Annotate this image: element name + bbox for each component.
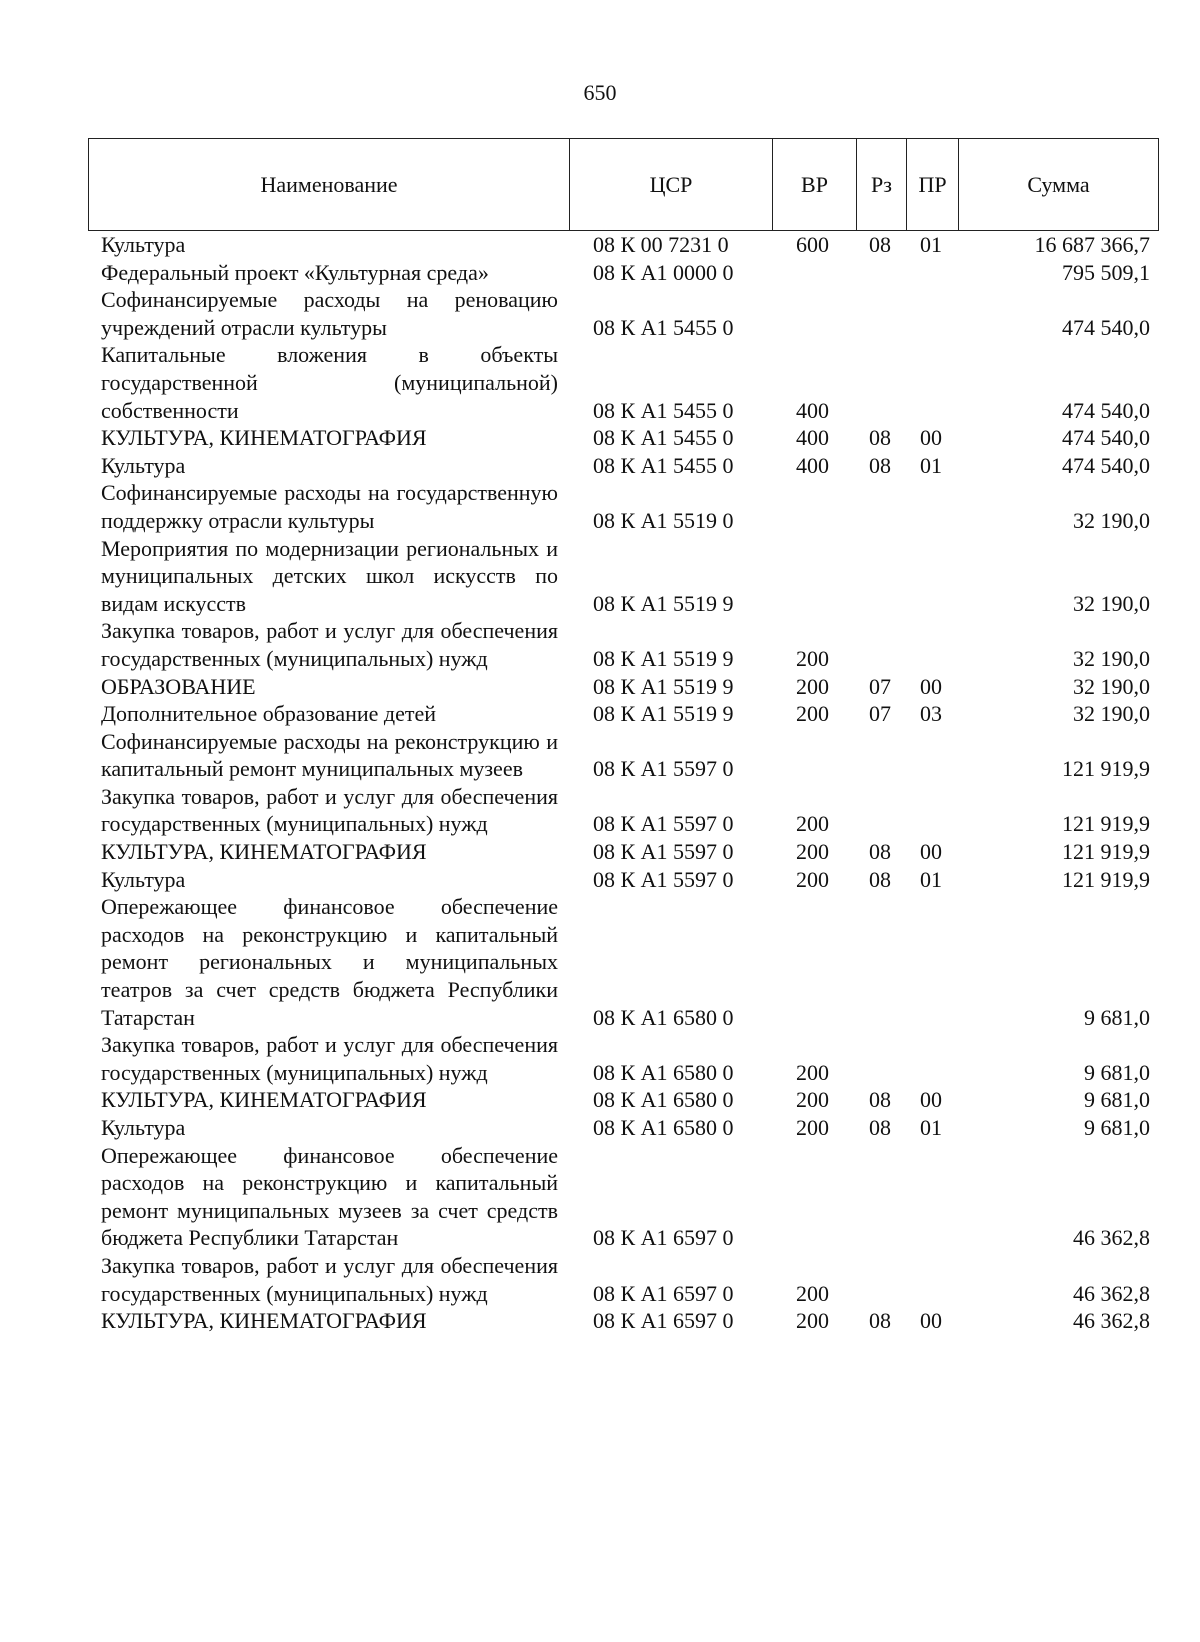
row-sum: 121 919,9 [1062,839,1150,865]
row-csr: 08 К А1 6580 0 [593,1004,734,1030]
table-row [0,1307,1200,1335]
table-row [0,1252,1200,1307]
row-sum: 46 362,8 [1073,1225,1150,1251]
row-rz: 08 [869,425,891,451]
table-header [88,138,1159,231]
row-rz: 07 [869,673,891,699]
row-csr: 08 К А1 5455 0 [593,314,734,340]
row-name: Капитальные вложения в объекты государственной (муниципальной) собственности [101,342,558,423]
row-name: Закупка товаров, работ и услуг для обеспечения государственных (муниципальных) нужд [101,618,558,671]
row-name: Культура [101,232,186,257]
row-csr: 08 К А1 5597 0 [593,866,734,892]
row-csr: 08 К А1 5519 9 [593,673,734,699]
table-row [0,341,1200,424]
row-name: Культура [101,452,186,478]
header-pr: ПР [907,139,959,230]
row-vr: 200 [796,866,829,892]
row-sum: 474 540,0 [1062,397,1150,423]
table-row [0,728,1200,783]
row-pr: 03 [920,701,942,727]
row-csr: 08 К А1 6597 0 [593,1225,734,1251]
row-vr: 200 [796,1308,829,1334]
table-row [0,452,1200,480]
row-sum: 32 190,0 [1073,701,1150,727]
row-vr: 200 [796,673,829,699]
table-row [0,700,1200,728]
table-row [0,617,1200,672]
table-row [0,231,1200,259]
table-row [0,783,1200,838]
header-csr: ЦСР [570,139,773,230]
row-name: Закупка товаров, работ и услуг для обеспечения государственных (муниципальных) нужд [101,1252,558,1306]
row-pr: 00 [920,673,942,699]
table-row [0,259,1200,287]
table-row [0,1142,1200,1252]
header-name: Наименование [89,139,570,230]
row-vr: 600 [796,232,829,257]
row-name: Софинансируемые расходы на реновацию учреждений отрасли культуры [101,287,558,340]
row-rz: 08 [869,232,891,257]
table-row [0,838,1200,866]
row-name: КУЛЬТУРА, КИНЕМАТОГРАФИЯ [101,425,427,451]
row-rz: 08 [869,452,891,478]
row-sum: 9 681,0 [1084,1087,1150,1113]
table-row [0,673,1200,701]
row-pr: 00 [920,425,942,451]
row-sum: 32 190,0 [1073,507,1150,533]
row-csr: 08 К А1 5519 9 [593,645,734,671]
row-sum: 121 919,9 [1062,756,1150,782]
row-sum: 474 540,0 [1062,314,1150,340]
row-csr: 08 К А1 0000 0 [593,259,734,285]
row-csr: 08 К А1 5519 9 [593,701,734,727]
row-name: Софинансируемые расходы на государственную поддержку отрасли культуры [101,480,558,533]
row-csr: 08 К А1 6597 0 [593,1280,734,1306]
row-name: Дополнительное образование детей [101,701,437,727]
row-vr: 200 [796,839,829,865]
header-vr: ВР [773,139,857,230]
row-csr: 08 К А1 5455 0 [593,425,734,451]
row-sum: 474 540,0 [1062,425,1150,451]
row-pr: 00 [920,839,942,865]
row-name: Культура [101,1115,186,1140]
row-sum: 795 509,1 [1062,259,1150,285]
row-vr: 200 [796,645,829,671]
row-csr: 08 К А1 6597 0 [593,1308,734,1334]
row-pr: 01 [920,232,942,257]
row-pr: 01 [920,452,942,478]
row-name: КУЛЬТУРА, КИНЕМАТОГРАФИЯ [101,839,427,865]
row-vr: 200 [796,701,829,727]
row-sum: 46 362,8 [1073,1280,1150,1306]
row-sum: 32 190,0 [1073,645,1150,671]
row-csr: 08 К А1 5519 0 [593,507,734,533]
table-row [0,1114,1200,1142]
row-name: Закупка товаров, работ и услуг для обеспечения государственных (муниципальных) нужд [101,1032,558,1085]
table-row [0,535,1200,618]
row-vr: 400 [796,397,829,423]
row-sum: 9 681,0 [1084,1004,1150,1030]
row-name: Опережающее финансовое обеспечение расходов на реконструкцию и капитальный ремонт региональных и муниципальных театров за счет средств бюджета Республики Татарстан [101,894,558,1030]
row-rz: 08 [869,1115,891,1140]
row-pr: 01 [920,866,942,892]
table-row [0,424,1200,452]
row-csr: 08 К А1 5597 0 [593,756,734,782]
row-rz: 08 [869,1087,891,1113]
row-vr: 400 [796,452,829,478]
row-name: Закупка товаров, работ и услуг для обеспечения государственных (муниципальных) нужд [101,783,558,837]
row-name: КУЛЬТУРА, КИНЕМАТОГРАФИЯ [101,1087,427,1113]
row-vr: 400 [796,425,829,451]
row-csr: 08 К А1 6580 0 [593,1115,734,1140]
table-row [0,286,1200,341]
row-sum: 121 919,9 [1062,811,1150,837]
table-row [0,479,1200,534]
row-pr: 00 [920,1308,942,1334]
row-name: ОБРАЗОВАНИЕ [101,673,256,699]
row-csr: 08 К А1 5597 0 [593,811,734,837]
row-vr: 200 [796,811,829,837]
row-csr: 08 К А1 5455 0 [593,452,734,478]
row-vr: 200 [796,1059,829,1085]
row-csr: 08 К 00 7231 0 [593,232,729,257]
table-row [0,866,1200,894]
row-csr: 08 К А1 5455 0 [593,397,734,423]
row-sum: 32 190,0 [1073,673,1150,699]
row-sum: 32 190,0 [1073,590,1150,616]
row-name: Мероприятия по модернизации региональных и муниципальных детских школ искусств по видам искусств [101,535,558,616]
row-rz: 08 [869,839,891,865]
row-sum: 9 681,0 [1084,1115,1150,1140]
row-rz: 08 [869,866,891,892]
page-number: 650 [583,80,617,105]
header-rz: Рз [857,139,907,230]
row-name: КУЛЬТУРА, КИНЕМАТОГРАФИЯ [101,1308,427,1334]
row-vr: 200 [796,1087,829,1113]
row-rz: 08 [869,1308,891,1334]
row-sum: 121 919,9 [1062,866,1150,892]
row-csr: 08 К А1 6580 0 [593,1087,734,1113]
row-sum: 474 540,0 [1062,452,1150,478]
row-vr: 200 [796,1115,829,1140]
row-csr: 08 К А1 5597 0 [593,839,734,865]
row-sum: 46 362,8 [1073,1308,1150,1334]
row-csr: 08 К А1 5519 9 [593,590,734,616]
row-name: Софинансируемые расходы на реконструкцию и капитальный ремонт муниципальных музеев [101,728,558,782]
row-name: Федеральный проект «Культурная среда» [101,259,489,285]
row-csr: 08 К А1 6580 0 [593,1059,734,1085]
row-pr: 00 [920,1087,942,1113]
header-sum: Сумма [1027,171,1090,197]
row-sum: 9 681,0 [1084,1059,1150,1085]
table-row [0,1086,1200,1114]
row-sum: 16 687 366,7 [1034,232,1150,257]
row-name: Опережающее финансовое обеспечение расходов на реконструкцию и капитальный ремонт муниципальных музеев за счет средств бюджета Республики Татарстан [101,1142,558,1251]
row-pr: 01 [920,1115,942,1140]
table-body [0,231,1200,1335]
row-rz: 07 [869,701,891,727]
table-row [0,1031,1200,1086]
row-name: Культура [101,866,186,892]
row-vr: 200 [796,1280,829,1306]
table-row [0,893,1200,1031]
